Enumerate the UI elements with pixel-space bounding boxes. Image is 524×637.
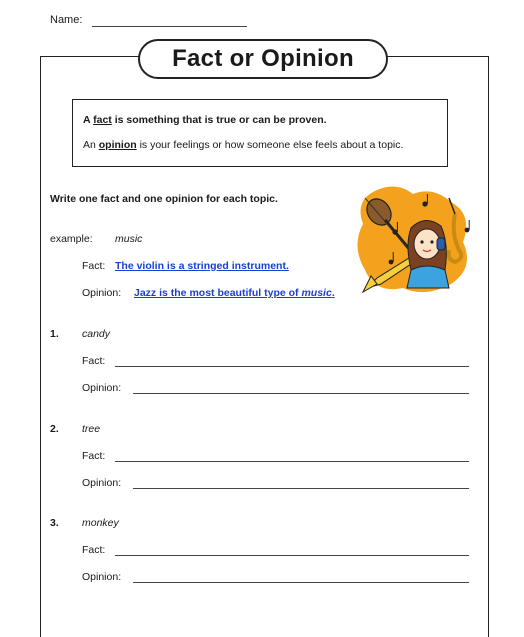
example-fact: The violin is a stringed instrument. (115, 260, 289, 272)
example-label: example: (50, 233, 93, 245)
opinion-label: Opinion: (82, 382, 122, 394)
opinion-answer-line[interactable] (133, 488, 469, 489)
fact-definition: A fact is something that is true or can be proven. (83, 114, 327, 126)
item-number: 2. (50, 423, 59, 435)
fact-answer-line[interactable] (115, 366, 469, 367)
girl-icon (407, 220, 449, 288)
opinion-answer-line[interactable] (133, 582, 469, 583)
opinion-answer-line[interactable] (133, 393, 469, 394)
opinion-definition: An opinion is your feelings or how someone else feels about a topic. (83, 139, 404, 151)
fact-label: Fact: (82, 450, 106, 462)
example-opinion: Jazz is the most beautiful type of music. (134, 287, 335, 299)
opinion-label: Opinion: (82, 571, 122, 583)
fact-label: Fact: (82, 544, 106, 556)
opinion-label: Opinion: (82, 477, 122, 489)
name-field[interactable] (92, 26, 247, 27)
item-topic: candy (82, 328, 111, 340)
opinion-keyword: opinion (98, 139, 137, 151)
fact-label: Fact: (82, 355, 106, 367)
example-opinion-label: Opinion: (82, 287, 122, 299)
example-fact-label: Fact: (82, 260, 106, 272)
example-topic: music (115, 233, 143, 245)
fact-keyword: fact (93, 114, 112, 126)
fact-answer-line[interactable] (115, 555, 469, 556)
name-label: Name: (50, 14, 83, 26)
item-number: 3. (50, 517, 59, 529)
item-topic: tree (82, 423, 101, 435)
definitions-box (72, 99, 448, 167)
item-number: 1. (50, 328, 59, 340)
music-girl-illustration (355, 184, 475, 296)
page-title: Fact or Opinion (138, 39, 388, 79)
fact-answer-line[interactable] (115, 461, 469, 462)
item-topic: monkey (82, 517, 119, 529)
instructions: Write one fact and one opinion for each topic. (50, 193, 278, 205)
